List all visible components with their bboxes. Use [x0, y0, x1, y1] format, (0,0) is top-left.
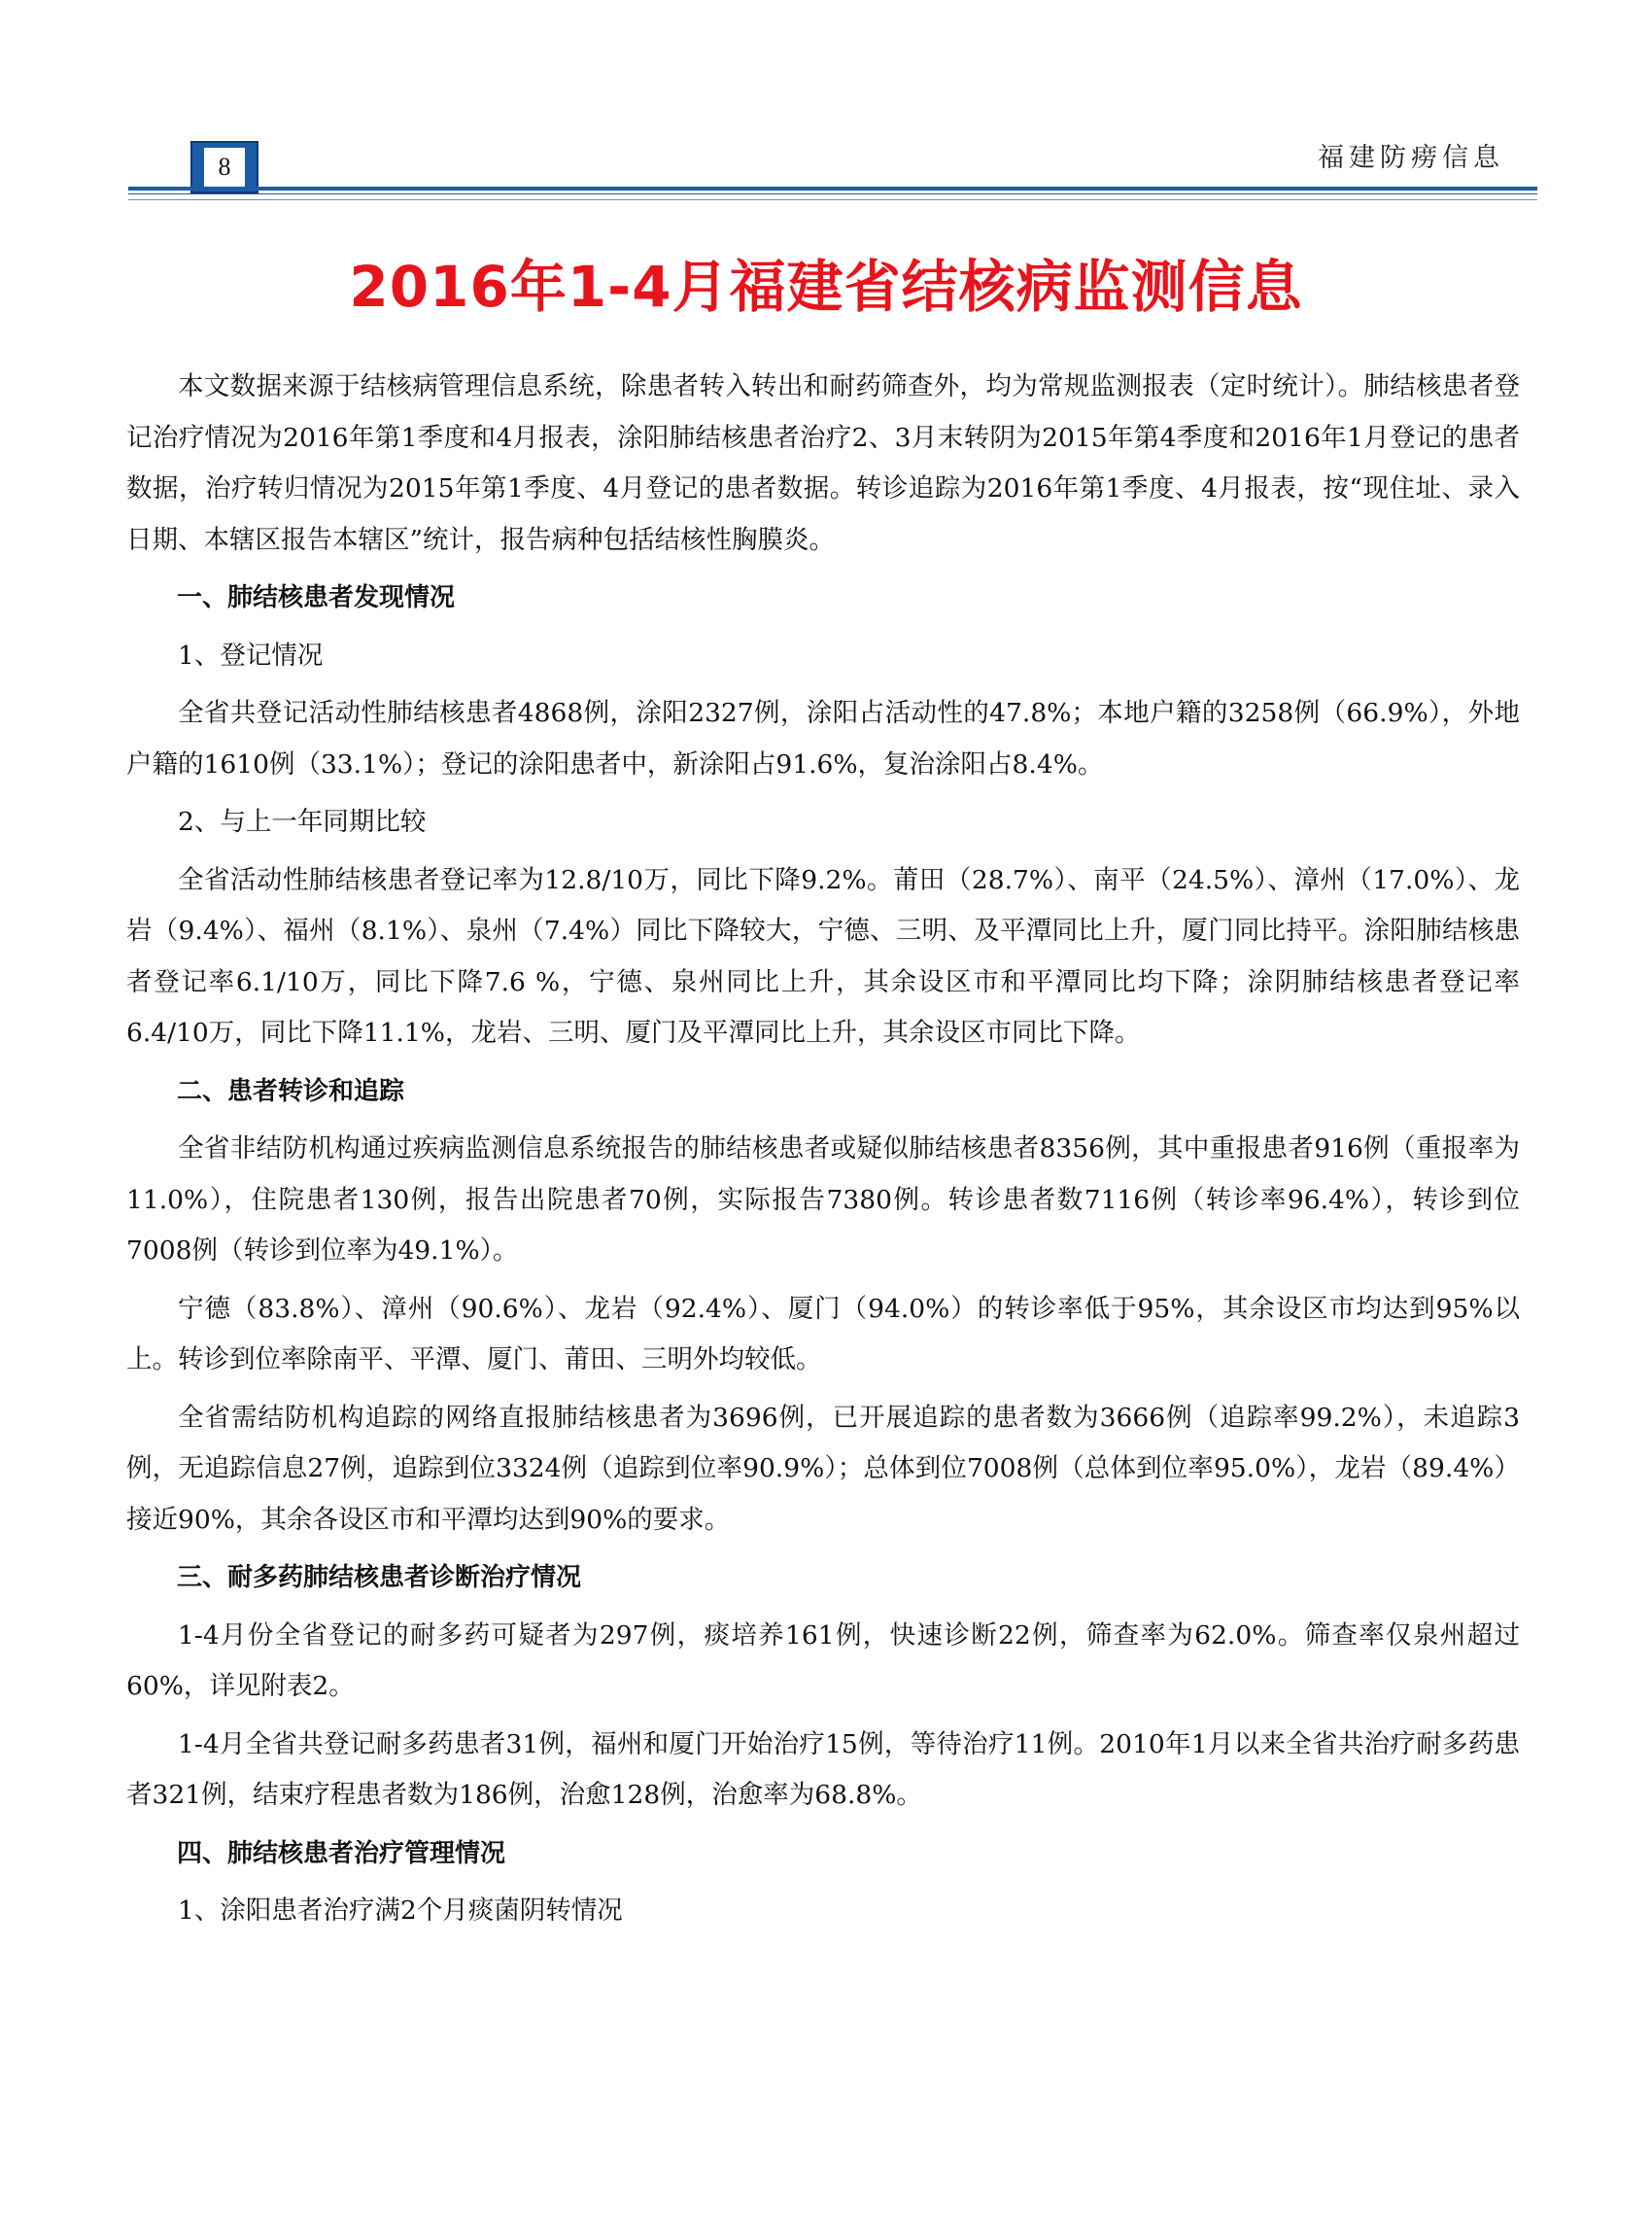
- page-number-box: [190, 141, 258, 193]
- header-rule-thin-2: [128, 199, 1537, 200]
- paragraph-tracking: 全省需结防机构追踪的网络直报肺结核患者为3696例，已开展追踪的患者数为3666例（追踪率99.2%），未追踪3例，无追踪信息27例，追踪到位3324例（追踪到位率90.9%）；总体到位7008例（总体到位率95.0%），龙岩（89.4%）接近90%，其余各设区市和平潭均达到90%的要求。: [126, 1402, 1520, 1535]
- page-header: [0, 0, 1652, 194]
- document-body: [126, 362, 1520, 1944]
- paragraph-year-comparison: 全省活动性肺结核患者登记率为12.8/10万，同比下降9.2%。莆田（28.7%）、南平（24.5%）、漳州（17.0%）、龙岩（9.4%）、福州（8.1%）、泉州（7.4%）同比下降较大，宁德、三明、及平潭同比上升，厦门同比持平。涂阳肺结核患者登记率6.1/10万，同比下降7.6 %，宁德、泉州同比上升，其余设区市和平潭同比均下降；涂阴肺结核患者登记率6.4/10万，同比下降11.1%，龙岩、三明、厦门及平潭同比上升，其余设区市同比下降。: [126, 864, 1520, 1048]
- paragraph-referral-rates: 宁德（83.8%）、漳州（90.6%）、龙岩（92.4%）、厦门（94.0%）的转诊率低于95%，其余设区市均达到95%以上。转诊到位率除南平、平潭、厦门、莆田、三明外均较低。: [126, 1293, 1520, 1374]
- journal-name: 福建防痨信息: [1318, 143, 1504, 173]
- page-number: 8: [204, 148, 245, 187]
- subsection-heading-1-1: 1、登记情况: [178, 640, 324, 671]
- document-title: 2016年1-4月福建省结核病监测信息: [349, 254, 1303, 320]
- section-heading-1: 一、肺结核患者发现情况: [177, 583, 456, 612]
- section-heading-4: 四、肺结核患者治疗管理情况: [177, 1838, 506, 1868]
- section-heading-3: 三、耐多药肺结核患者诊断治疗情况: [177, 1563, 582, 1592]
- subsection-heading-4-1: 1、涂阳患者治疗满2个月痰菌阴转情况: [178, 1895, 623, 1926]
- paragraph-registration: 全省共登记活动性肺结核患者4868例，涂阳2327例，涂阳占活动性的47.8%；本地户籍的3258例（66.9%），外地户籍的1610例（33.1%）；登记的涂阳患者中，新涂阳占91.6%，复治涂阳占8.4%。: [126, 698, 1520, 780]
- header-rule-thin: [128, 193, 1537, 194]
- paragraph-mdr-treatment: 1-4月全省共登记耐多药患者31例，福州和厦门开始治疗15例，等待治疗11例。2010年1月以来全省共治疗耐多药患者321例，结束疗程患者数为186例，治愈128例，治愈率为68.8%。: [126, 1728, 1520, 1810]
- paragraph-intro: 本文数据来源于结核病管理信息系统，除患者转入转出和耐药筛查外，均为常规监测报表（定时统计）。肺结核患者登记治疗情况为2016年第1季度和4月报表，涂阳肺结核患者治疗2、3月末转阴为2015年第4季度和2016年1月登记的患者数据，治疗转归情况为2015年第1季度、4月登记的患者数据。转诊追踪为2016年第1季度、4月报表，按“现住址、录入日期、本辖区报告本辖区”统计，报告病种包括结核性胸膜炎。: [126, 371, 1520, 555]
- paragraph-referral: 全省非结防机构通过疾病监测信息系统报告的肺结核患者或疑似肺结核患者8356例，其中重报患者916例（重报率为11.0%），住院患者130例，报告出院患者70例，实际报告7380例。转诊患者数7116例（转诊率96.4%），转诊到位7008例（转诊到位率为49.1%）。: [126, 1133, 1520, 1266]
- subsection-heading-1-2: 2、与上一年同期比较: [178, 807, 427, 837]
- header-rule-thick: [128, 187, 1537, 191]
- paragraph-mdr-screening: 1-4月份全省登记的耐多药可疑者为297例，痰培养161例，快速诊断22例，筛查率为62.0%。筛查率仅泉州超过60%，详见附表2。: [126, 1619, 1520, 1701]
- section-heading-2: 二、患者转诊和追踪: [177, 1076, 405, 1106]
